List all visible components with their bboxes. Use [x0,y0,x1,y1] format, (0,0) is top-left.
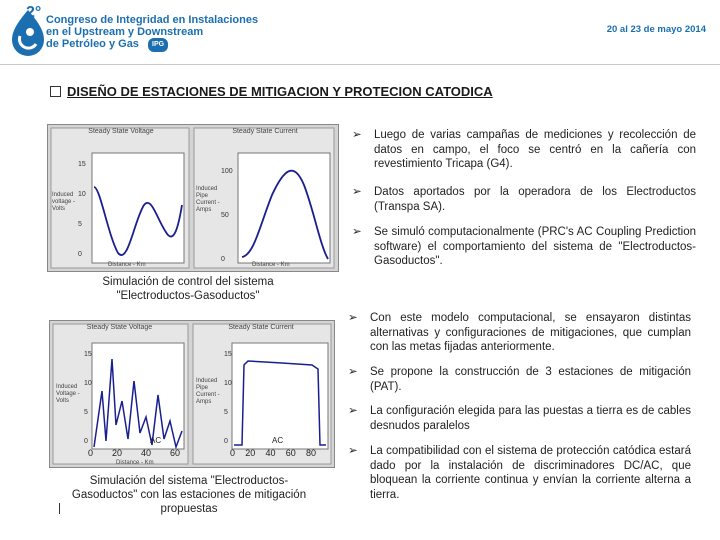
arrow-bullet-icon: ➢ [348,312,358,324]
tick-label: 0 [230,448,236,458]
tick-label: 0 [78,251,82,258]
chart1-right-ylabel: Induced Pipe Current - Amps [196,186,220,213]
tick-label: 5 [84,409,88,416]
arrow-bullet-icon: ➢ [352,186,362,198]
chart2-right-title: Steady State Current [228,324,294,331]
tick-label: 20 [245,448,256,458]
chart2-left-ylabel: Induced Voltage - Volts [56,384,80,404]
arrow-bullet-icon: ➢ [352,226,362,238]
figure2-caption: Simulación del sistema "Electroductos-Gasoductos" con las estaciones de mitigación propuestas [71,475,307,515]
tick-label: 10 [78,191,86,198]
chart1-left-ylabel: Induced voltage - Volts [52,192,76,212]
arrow-bullet-icon: ➢ [348,445,358,457]
chart1-left-xlabel: Distance - Km [108,262,146,268]
header-divider [0,64,720,65]
chart2-left-xlabel: Distance - Km [116,460,154,466]
tick-label: 15 [78,161,86,168]
text-cursor-mark [59,503,60,514]
tick-label: 100 [221,168,233,175]
chart1-right-yticks [221,150,233,282]
tick-label: 0 [224,438,228,445]
ipg-badge: IPG [148,38,168,52]
tick-label: 50 [221,212,229,219]
bullet-item: ➢ Datos aportados por la operadora de los Electroductos (Transpa SA). [352,186,696,213]
bullet-item: ➢ Con este modelo computacional, se ensayaron distintas alternativas y configuraciones de mitigaciones, que cumplan con las metas fijadas anteriormente. [348,312,691,353]
chart2-right-xticks [230,448,316,458]
tick-label: 0 [84,438,88,445]
chart2-right-ac-label: AC [272,436,284,445]
tick-label: 0 [88,448,94,458]
chart2-ac-label: AC [150,436,162,445]
tick-label: 10 [224,380,232,387]
bullet-item: ➢ Luego de varias campañas de mediciones y recolección de datos en campo, el foco se centró en la cañería con revestimiento Tricapa (G4). [352,129,696,170]
edition-number: 2° [26,4,42,21]
tick-label: 60 [285,448,296,458]
chart2-right-ylabel: Induced Pipe Current - Amps [196,378,220,405]
bullet-item: ➢ La compatibilidad con el sistema de protección catódica estará dado por la instalación de discriminadores DC/AC, que bloquean la corriente continua y envían la corriente alterna a tierra. [348,445,691,501]
figure1-caption: Simulación de control del sistema "Electroductos-Gasoductos" [102,276,274,302]
bullet-item: ➢ La configuración elegida para las puestas a tierra es de cables desnudos paralelos [348,405,691,432]
chart2-left-title: Steady State Voltage [86,324,153,331]
title-line: en el Upstream y Downstream [46,26,204,38]
bullet-item: ➢ Se simuló computacionalmente (PRC's AC Coupling Prediction software) el comportamiento del sistema de "Electroductos-Gasoductos". [352,226,696,267]
arrow-bullet-icon: ➢ [348,405,358,417]
figure-mitigation-simulation [49,320,335,468]
chart1-left-title: Steady State Voltage [88,128,154,135]
chart2-right-yticks [224,340,232,456]
chart1-right-title: Steady State Current [232,128,298,135]
title-line: Congreso de Integridad en Instalaciones [46,14,259,26]
tick-label: 15 [224,351,232,358]
tick-label: 0 [221,256,225,263]
bullet-item: ➢ Se propone la construcción de 3 estaciones de mitigación (PAT). [348,366,691,393]
tick-label: 80 [305,448,316,458]
tick-label: 10 [84,380,92,387]
chart1-right-xlabel: Distance - Km [252,262,290,268]
tick-label: 40 [140,448,151,458]
congress-title [46,14,258,52]
section-heading: DISEÑO DE ESTACIONES DE MITIGACION Y PROTECION CATODICA [50,84,493,99]
checkbox-bullet-icon [50,86,61,97]
tick-label: 40 [265,448,276,458]
tick-label: 5 [224,409,228,416]
tick-label: 20 [111,448,122,458]
arrow-bullet-icon: ➢ [352,129,362,141]
event-dates: 20 al 23 de mayo 2014 [606,24,706,35]
title-line: de Petróleo y Gas IPG [46,38,258,52]
tick-label: 60 [169,448,180,458]
figure-control-simulation [47,124,339,272]
tick-label: 5 [78,221,82,228]
arrow-bullet-icon: ➢ [348,366,358,378]
tick-label: 15 [84,351,92,358]
chart2-left-xticks [88,448,180,458]
